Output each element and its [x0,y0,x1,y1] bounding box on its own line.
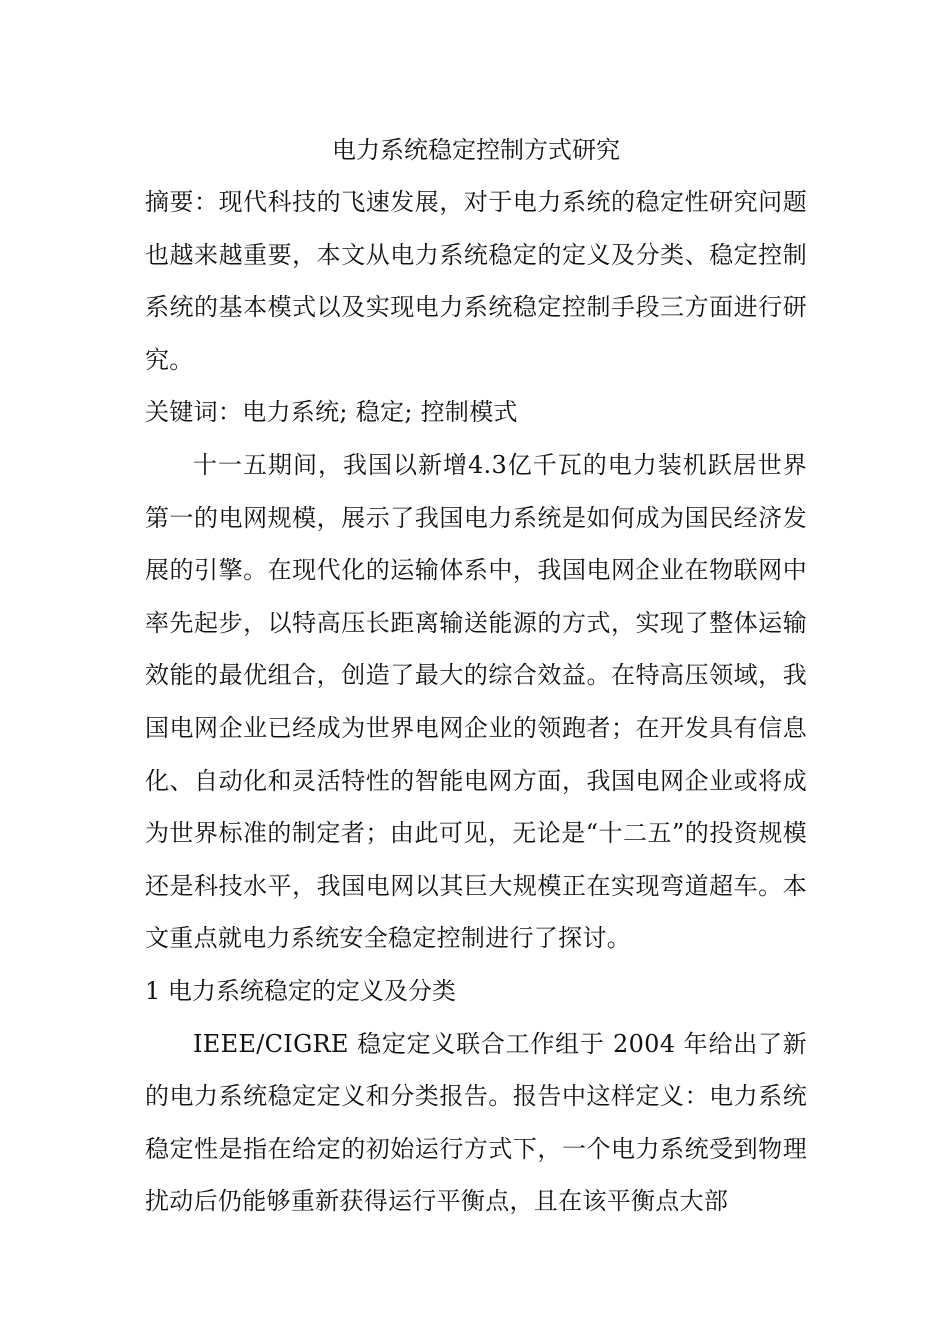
section-1-paragraph: IEEE/CIGRE 稳定定义联合工作组于 2004 年给出了新的电力系统稳定定义和分类报告。报告中这样定义：电力系统稳定性是指在给定的初始运行方式下，一个电力系统受到物理扰动后仍能够重新获得运行平衡点，且在该平衡点大部 [145,1029,807,1216]
document-body [145,124,807,1228]
document-title: 电力系统稳定控制方式研究 [332,136,620,164]
abstract-paragraph: 摘要：现代科技的飞速发展，对于电力系统的稳定性研究问题也越来越重要，本文从电力系统稳定的定义及分类、稳定控制系统的基本模式以及实现电力系统稳定控制手段三方面进行研究。 [145,188,807,374]
keywords-line: 关键词：电力系统; 稳定; 控制模式 [145,398,518,427]
intro-paragraph: 十一五期间，我国以新增4.3亿千瓦的电力装机跃居世界第一的电网规模，展示了我国电力系统是如何成为国民经济发展的引擎。在现代化的运输体系中，我国电网企业在物联网中率先起步，以特高压长距离输送能源的方式，实现了整体运输效能的最优组合，创造了最大的综合效益。在特高压领域，我国电网企业已经成为世界电网企业的领跑者；在开发具有信息化、自动化和灵活特性的智能电网方面，我国电网企业或将成为世界标准的制定者；由此可见，无论是“十二五”的投资规模还是科技水平，我国电网以其巨大规模正在实现弯道超车。本文重点就电力系统安全稳定控制进行了探讨。 [145,450,807,953]
section-1-heading: 1 电力系统稳定的定义及分类 [145,976,456,1005]
